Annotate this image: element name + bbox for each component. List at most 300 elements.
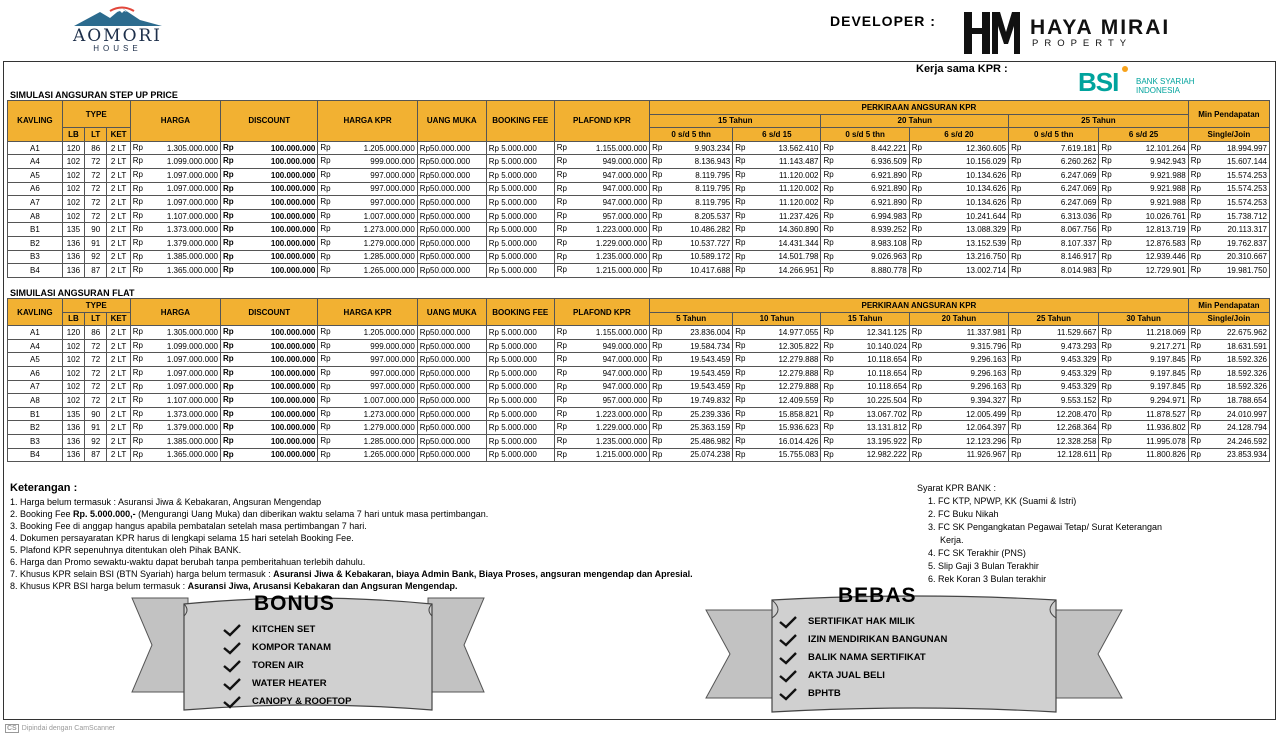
cell-booking-fee: Rp 5.000.000 (486, 141, 554, 155)
currency-prefix: Rp (556, 367, 567, 377)
cell-plafond (554, 407, 649, 421)
cell-uang-muka: Rp50.000.000 (417, 236, 486, 250)
currency-prefix: Rp (556, 156, 567, 166)
cell-plafond (554, 394, 649, 408)
cell-harga-value: 1.305.000.000 (166, 327, 219, 337)
table-row (8, 353, 1270, 367)
cell-angsuran (650, 250, 733, 264)
table-row (8, 155, 1270, 169)
cell-angsuran (821, 155, 909, 169)
currency-prefix: Rp (1190, 367, 1201, 377)
cell-uang-muka: Rp50.000.000 (417, 407, 486, 421)
cell-angsuran-value: 13.131.812 (866, 423, 907, 433)
cell-harga-kpr (318, 421, 417, 435)
cell-angsuran (1009, 421, 1099, 435)
table-row (8, 339, 1270, 353)
cell-angsuran-value: 12.328.258 (1056, 436, 1097, 446)
cell-lb: 135 (62, 407, 84, 421)
cell-angsuran-value: 9.296.163 (970, 382, 1007, 392)
cell-booking-fee: Rp 5.000.000 (486, 182, 554, 196)
cell-harga-kpr-value: 1.285.000.000 (363, 252, 415, 262)
cell-angsuran (821, 182, 909, 196)
cell-angsuran-value: 14.266.951 (778, 265, 819, 275)
currency-prefix: Rp (320, 381, 331, 391)
sub-period-header: 6 s/d 15 (733, 128, 821, 142)
cell-plafond-value: 1.155.000.000 (595, 143, 648, 153)
cell-angsuran-value: 9.197.845 (1150, 368, 1186, 378)
cell-angsuran (733, 380, 821, 394)
cell-harga-value: 1.099.000.000 (166, 157, 219, 167)
cell-booking-fee: Rp 5.000.000 (486, 407, 554, 421)
currency-prefix: Rp (735, 197, 746, 207)
currency-prefix: Rp (735, 449, 746, 459)
cell-harga-value: 1.365.000.000 (166, 450, 219, 460)
cell-booking-fee: Rp 5.000.000 (486, 421, 554, 435)
cell-angsuran (909, 155, 1008, 169)
cell-plafond (554, 448, 649, 462)
cell-discount-value: 100.000.000 (270, 341, 316, 351)
cell-lt: 87 (85, 264, 107, 278)
currency-prefix: Rp (735, 210, 746, 220)
currency-prefix: Rp (735, 367, 746, 377)
currency-prefix: Rp (823, 251, 834, 261)
syarat-item: Kerja. (940, 535, 964, 545)
currency-prefix: Rp (1101, 435, 1112, 445)
cell-plafond (554, 339, 649, 353)
cell-discount-value: 100.000.000 (270, 409, 316, 419)
keterangan-text: 8. Khusus KPR BSI harga belum termasuk : (10, 581, 188, 591)
cell-angsuran-value: 11.878.527 (1146, 409, 1186, 419)
cell-harga (130, 155, 220, 169)
col-discount: DISCOUNT (221, 299, 318, 326)
currency-prefix: Rp (823, 449, 834, 459)
bebas-title: BEBAS (838, 584, 917, 607)
cell-angsuran (909, 380, 1008, 394)
cell-min-pendapatan (1188, 250, 1269, 264)
cell-harga-value: 1.107.000.000 (166, 395, 219, 405)
cell-discount (221, 394, 318, 408)
currency-prefix: Rp (132, 422, 143, 432)
cell-min-pendapatan-value: 19.762.837 (1226, 238, 1267, 248)
aomori-logo (55, 6, 180, 61)
cell-harga-value: 1.365.000.000 (166, 265, 219, 275)
cell-uang-muka: Rp50.000.000 (417, 366, 486, 380)
cell-ket: 2 LT (107, 353, 130, 367)
currency-prefix: Rp (132, 381, 143, 391)
currency-prefix: Rp (556, 340, 567, 350)
cell-angsuran-value: 10.537.727 (690, 238, 731, 248)
currency-prefix: Rp (1190, 395, 1201, 405)
currency-prefix: Rp (911, 435, 922, 445)
cell-discount (221, 434, 318, 448)
keterangan-item (10, 508, 890, 520)
cell-angsuran (1099, 394, 1188, 408)
cell-lt: 72 (85, 209, 107, 223)
cell-angsuran-value: 11.926.967 (966, 450, 1007, 460)
cell-plafond (554, 209, 649, 223)
cell-ket: 2 LT (107, 434, 130, 448)
currency-prefix: Rp (823, 197, 834, 207)
table-row (8, 236, 1270, 250)
keterangan-item (10, 520, 890, 532)
cell-angsuran (1099, 366, 1188, 380)
currency-prefix: Rp (556, 449, 567, 459)
cell-angsuran (909, 421, 1008, 435)
cell-harga (130, 421, 220, 435)
cell-angsuran (1009, 141, 1099, 155)
cell-lb: 102 (62, 394, 84, 408)
cell-angsuran (909, 236, 1008, 250)
currency-prefix: Rp (652, 435, 663, 445)
cell-lt: 72 (85, 155, 107, 169)
period-header: 15 Tahun (650, 114, 821, 128)
col-harga-kpr: HARGA KPR (318, 101, 417, 142)
cell-kavling: B4 (8, 448, 63, 462)
currency-prefix: Rp (320, 367, 331, 377)
cell-angsuran-value: 9.453.329 (1060, 368, 1097, 378)
table-row (8, 326, 1270, 340)
keterangan-text: 5. Plafond KPR sepenuhnya ditentukan oleh Pihak BANK. (10, 545, 242, 555)
cell-plafond (554, 380, 649, 394)
currency-prefix: Rp (223, 381, 234, 391)
cell-angsuran-value: 12.409.559 (778, 395, 819, 405)
keterangan-text: 2. Booking Fee (10, 509, 74, 519)
cell-min-pendapatan (1188, 448, 1269, 462)
cell-angsuran (821, 366, 909, 380)
cell-angsuran-value: 6.247.069 (1060, 197, 1097, 207)
table-row (8, 421, 1270, 435)
cell-angsuran (1009, 339, 1099, 353)
currency-prefix: Rp (320, 449, 331, 459)
cell-min-pendapatan (1188, 168, 1269, 182)
currency-prefix: Rp (1101, 265, 1112, 275)
currency-prefix: Rp (132, 435, 143, 445)
currency-prefix: Rp (652, 340, 663, 350)
haya-mirai-logo (962, 8, 1192, 58)
keterangan-item (10, 556, 890, 568)
currency-prefix: Rp (652, 422, 663, 432)
currency-prefix: Rp (556, 183, 567, 193)
cell-discount-value: 100.000.000 (270, 450, 316, 460)
cell-uang-muka: Rp50.000.000 (417, 209, 486, 223)
cell-min-pendapatan-value: 24.128.794 (1226, 423, 1267, 433)
cell-harga-kpr-value: 997.000.000 (370, 355, 415, 365)
cell-booking-fee: Rp 5.000.000 (486, 250, 554, 264)
currency-prefix: Rp (556, 197, 567, 207)
cell-harga (130, 264, 220, 278)
cell-lt: 72 (85, 339, 107, 353)
cell-harga-kpr (318, 448, 417, 462)
cell-harga-kpr-value: 999.000.000 (370, 157, 415, 167)
cell-uang-muka: Rp50.000.000 (417, 394, 486, 408)
cell-min-pendapatan-value: 15.738.712 (1226, 211, 1267, 221)
currency-prefix: Rp (320, 422, 331, 432)
col-ket: KET (107, 128, 130, 142)
cell-angsuran-value: 9.453.329 (1060, 382, 1097, 392)
cell-discount-value: 100.000.000 (270, 143, 316, 153)
currency-prefix: Rp (1190, 435, 1201, 445)
cell-angsuran (909, 264, 1008, 278)
period-header: 5 Tahun (650, 312, 733, 326)
cell-harga-kpr (318, 339, 417, 353)
sub-period-header: 6 s/d 25 (1099, 128, 1188, 142)
cell-angsuran (1099, 264, 1188, 278)
cell-booking-fee: Rp 5.000.000 (486, 366, 554, 380)
cell-plafond (554, 264, 649, 278)
cell-angsuran-value: 8.119.795 (695, 170, 731, 180)
currency-prefix: Rp (556, 210, 567, 220)
cell-angsuran-value: 12.268.364 (1056, 423, 1097, 433)
watermark-text: Dipindai dengan CamScanner (21, 725, 116, 732)
bebas-item: IZIN MENDIRIKAN BANGUNAN (808, 634, 948, 645)
cell-harga (130, 339, 220, 353)
cell-discount-value: 100.000.000 (270, 184, 316, 194)
cell-angsuran-value: 15.858.821 (778, 409, 819, 419)
cell-lb: 102 (62, 380, 84, 394)
currency-prefix: Rp (823, 210, 834, 220)
currency-prefix: Rp (320, 197, 331, 207)
table-row (8, 380, 1270, 394)
table-row (8, 168, 1270, 182)
cell-angsuran (909, 223, 1008, 237)
currency-prefix: Rp (652, 408, 663, 418)
check-icon (222, 695, 242, 709)
cell-angsuran-value: 6.994.983 (871, 211, 907, 221)
cell-min-pendapatan (1188, 434, 1269, 448)
cell-angsuran (650, 168, 733, 182)
cell-angsuran (1009, 326, 1099, 340)
cell-lb: 136 (62, 448, 84, 462)
cell-harga (130, 236, 220, 250)
cell-discount-value: 100.000.000 (270, 368, 316, 378)
col-uang-muka: UANG MUKA (417, 101, 486, 142)
cell-discount-value: 100.000.000 (270, 197, 316, 207)
cell-angsuran (733, 236, 821, 250)
currency-prefix: Rp (320, 183, 331, 193)
cell-angsuran (650, 366, 733, 380)
cell-angsuran-value: 8.442.221 (871, 143, 907, 153)
flat-body (8, 326, 1270, 462)
currency-prefix: Rp (1190, 327, 1201, 337)
currency-prefix: Rp (735, 395, 746, 405)
cell-angsuran-value: 11.800.826 (1146, 450, 1186, 460)
currency-prefix: Rp (1011, 367, 1022, 377)
cell-angsuran-value: 11.936.802 (1146, 423, 1186, 433)
cell-kavling: A1 (8, 141, 63, 155)
cell-plafond (554, 168, 649, 182)
table-row (8, 223, 1270, 237)
table-row (8, 141, 1270, 155)
cell-booking-fee: Rp 5.000.000 (486, 155, 554, 169)
cell-harga-kpr-value: 997.000.000 (370, 368, 415, 378)
currency-prefix: Rp (320, 224, 331, 234)
cell-min-pendapatan-value: 15.574.253 (1226, 170, 1267, 180)
cell-angsuran (1099, 380, 1188, 394)
cell-angsuran (1009, 353, 1099, 367)
currency-prefix: Rp (652, 169, 663, 179)
table-row (8, 250, 1270, 264)
currency-prefix: Rp (1190, 197, 1201, 207)
cell-booking-fee: Rp 5.000.000 (486, 209, 554, 223)
cell-discount-value: 100.000.000 (270, 395, 316, 405)
currency-prefix: Rp (320, 265, 331, 275)
cell-lt: 72 (85, 353, 107, 367)
currency-prefix: Rp (223, 340, 234, 350)
currency-prefix: Rp (652, 251, 663, 261)
currency-prefix: Rp (823, 183, 834, 193)
cell-harga-kpr-value: 997.000.000 (370, 197, 415, 207)
currency-prefix: Rp (1101, 327, 1112, 337)
sub-period-header: 6 s/d 20 (909, 128, 1008, 142)
cell-harga (130, 141, 220, 155)
cell-angsuran-value: 10.134.626 (966, 184, 1007, 194)
currency-prefix: Rp (1190, 381, 1201, 391)
currency-prefix: Rp (1101, 142, 1112, 152)
cell-booking-fee: Rp 5.000.000 (486, 394, 554, 408)
cell-booking-fee: Rp 5.000.000 (486, 264, 554, 278)
cell-harga-kpr (318, 209, 417, 223)
cell-angsuran (650, 264, 733, 278)
cell-ket: 2 LT (107, 380, 130, 394)
cell-angsuran (733, 326, 821, 340)
cell-kavling: B2 (8, 236, 63, 250)
cell-ket: 2 LT (107, 421, 130, 435)
cell-lb: 102 (62, 155, 84, 169)
cell-min-pendapatan (1188, 155, 1269, 169)
cell-lb: 102 (62, 196, 84, 210)
cell-angsuran (1009, 448, 1099, 462)
cell-min-pendapatan-value: 15.607.144 (1226, 157, 1267, 167)
cell-uang-muka: Rp50.000.000 (417, 155, 486, 169)
currency-prefix: Rp (652, 142, 663, 152)
cell-lb: 120 (62, 141, 84, 155)
cell-harga-kpr (318, 407, 417, 421)
col-harga: HARGA (130, 101, 220, 142)
cell-min-pendapatan (1188, 353, 1269, 367)
cell-lb: 136 (62, 250, 84, 264)
currency-prefix: Rp (823, 237, 834, 247)
check-icon (222, 659, 242, 673)
developer-sub: PROPERTY (1032, 38, 1133, 49)
syarat-title: Syarat KPR BANK : (917, 483, 997, 493)
cell-lb: 102 (62, 366, 84, 380)
currency-prefix: Rp (735, 265, 746, 275)
currency-prefix: Rp (223, 197, 234, 207)
currency-prefix: Rp (823, 327, 834, 337)
cell-angsuran (909, 434, 1008, 448)
cell-plafond-value: 947.000.000 (602, 382, 648, 392)
cell-booking-fee: Rp 5.000.000 (486, 196, 554, 210)
bsi-bank-name: BANK SYARIAH INDONESIA (1136, 77, 1195, 95)
currency-prefix: Rp (132, 183, 143, 193)
currency-prefix: Rp (132, 340, 143, 350)
cell-discount (221, 339, 318, 353)
bsi-logo (1078, 68, 1218, 98)
currency-prefix: Rp (1011, 408, 1022, 418)
currency-prefix: Rp (132, 395, 143, 405)
cell-harga (130, 394, 220, 408)
cell-discount (221, 250, 318, 264)
period-header: 20 Tahun (909, 312, 1008, 326)
currency-prefix: Rp (1101, 197, 1112, 207)
cell-angsuran (733, 223, 821, 237)
cell-angsuran (1099, 196, 1188, 210)
currency-prefix: Rp (823, 169, 834, 179)
cell-min-pendapatan-value: 19.981.750 (1226, 265, 1267, 275)
cell-angsuran-value: 19.543.459 (690, 355, 731, 365)
col-single-join: Single/Join (1188, 128, 1269, 142)
col-kavling: KAVLING (8, 101, 63, 142)
cell-lb: 102 (62, 209, 84, 223)
bebas-item: SERTIFIKAT HAK MILIK (808, 616, 915, 627)
cell-uang-muka: Rp50.000.000 (417, 434, 486, 448)
syarat-item: 2. FC Buku Nikah (928, 509, 999, 519)
col-min-pendapatan: Min Pendapatan (1188, 101, 1269, 128)
currency-prefix: Rp (1101, 251, 1112, 261)
currency-prefix: Rp (223, 422, 234, 432)
cell-harga (130, 209, 220, 223)
cell-harga-value: 1.097.000.000 (166, 355, 219, 365)
col-booking-fee: BOOKING FEE (486, 101, 554, 142)
cell-angsuran (821, 434, 909, 448)
cell-angsuran-value: 13.195.922 (866, 436, 907, 446)
cell-min-pendapatan-value: 15.574.253 (1226, 184, 1267, 194)
table-row (8, 196, 1270, 210)
cell-angsuran-value: 8.136.943 (694, 157, 731, 167)
cell-angsuran-value: 6.921.890 (871, 197, 907, 207)
cell-angsuran (650, 448, 733, 462)
cell-angsuran (909, 366, 1008, 380)
cell-lb: 135 (62, 223, 84, 237)
currency-prefix: Rp (132, 142, 143, 152)
cell-angsuran (650, 394, 733, 408)
cell-angsuran (821, 353, 909, 367)
cell-angsuran (821, 264, 909, 278)
bonus-item: KOMPOR TANAM (252, 642, 331, 653)
cell-angsuran (733, 353, 821, 367)
currency-prefix: Rp (320, 408, 331, 418)
cell-harga-value: 1.107.000.000 (166, 211, 219, 221)
cell-angsuran (1009, 223, 1099, 237)
cell-harga-kpr (318, 223, 417, 237)
cell-angsuran-value: 9.942.943 (1150, 157, 1186, 167)
cell-harga-kpr-value: 997.000.000 (370, 184, 415, 194)
cell-harga-value: 1.385.000.000 (166, 252, 219, 262)
cell-kavling: A7 (8, 196, 63, 210)
currency-prefix: Rp (223, 435, 234, 445)
currency-prefix: Rp (911, 354, 922, 364)
cell-angsuran (733, 168, 821, 182)
cell-angsuran-value: 9.921.988 (1150, 197, 1186, 207)
cell-angsuran (1009, 182, 1099, 196)
cell-harga (130, 380, 220, 394)
currency-prefix: Rp (556, 381, 567, 391)
cell-angsuran (821, 236, 909, 250)
currency-prefix: Rp (823, 354, 834, 364)
cell-ket: 2 LT (107, 182, 130, 196)
cell-angsuran (650, 421, 733, 435)
currency-prefix: Rp (735, 408, 746, 418)
currency-prefix: Rp (1011, 224, 1022, 234)
cell-discount (221, 380, 318, 394)
cell-angsuran (733, 339, 821, 353)
currency-prefix: Rp (1011, 183, 1022, 193)
cell-lb: 120 (62, 326, 84, 340)
cell-harga (130, 326, 220, 340)
cell-angsuran (909, 339, 1008, 353)
cell-angsuran (1099, 448, 1188, 462)
keterangan-text: 4. Dokumen persayaratan KPR harus di lengkapi selama 15 hari setelah Booking Fee. (10, 533, 354, 543)
